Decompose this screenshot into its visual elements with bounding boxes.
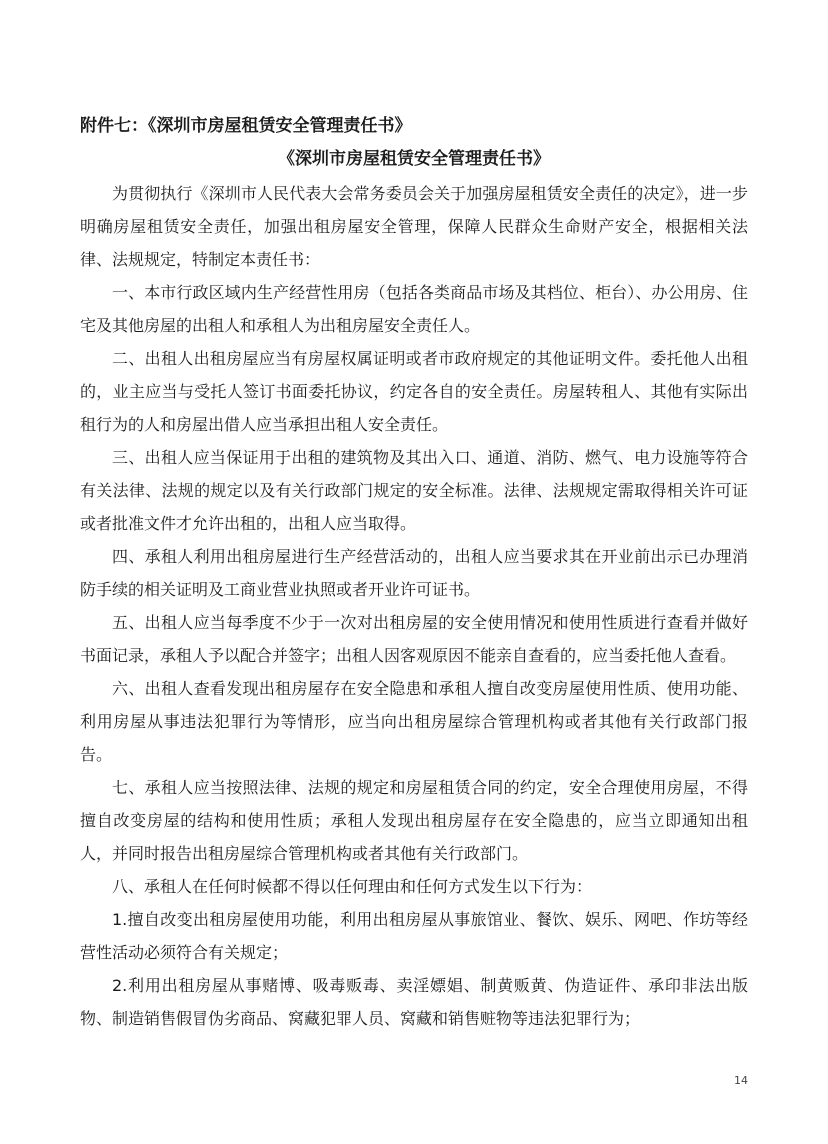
attachment-heading: 附件七：《深圳市房屋租赁安全管理责任书》 xyxy=(80,116,412,136)
document-body xyxy=(80,177,748,1035)
paragraph-clause-8: 八、承租人在任何时候都不得以任何理由和任何方式发生以下行为： xyxy=(112,877,593,896)
paragraph-clause-6: 六、出租人查看发现出租房屋存在安全隐患和承租人擅自改变房屋使用性质、使用功能、利用房屋从事违法犯罪行为等情形，应当向出租房屋综合管理机构或者其他有关行政部门报告。 xyxy=(80,679,748,764)
page-number: 14 xyxy=(734,1074,748,1087)
paragraph-clause-5: 五、出租人应当每季度不少于一次对出租房屋的安全使用情况和使用性质进行查看并做好书面记录，承租人予以配合并签字；出租人因客观原因不能亲自查看的，应当委托他人查看。 xyxy=(80,613,748,665)
paragraph-intro: 为贯彻执行《深圳市人民代表大会常务委员会关于加强房屋租赁安全责任的决定》，进一步明确房屋租赁安全责任，加强出租房屋安全管理，保障人民群众生命财产安全，根据相关法律、法规规定，特制定本责任书： xyxy=(80,184,748,269)
paragraph-clause-1: 一、本市行政区域内生产经营性用房（包括各类商品市场及其档位、柜台）、办公用房、住宅及其他房屋的出租人和承租人为出租房屋安全责任人。 xyxy=(80,283,748,335)
document-title: 《深圳市房屋租赁安全管理责任书》 xyxy=(278,149,550,169)
paragraph-clause-3: 三、出租人应当保证用于出租的建筑物及其出入口、通道、消防、燃气、电力设施等符合有关法律、法规的规定以及有关行政部门规定的安全标准。法律、法规规定需取得相关许可证或者批准文件才允许出租的，出租人应当取得。 xyxy=(80,448,748,533)
paragraph-clause-2: 二、出租人出租房屋应当有房屋权属证明或者市政府规定的其他证明文件。委托他人出租的，业主应当与受托人签订书面委托协议，约定各自的安全责任。房屋转租人、其他有实际出租行为的人和房屋出借人应当承担出租人安全责任。 xyxy=(80,349,748,434)
paragraph-clause-7: 七、承租人应当按照法律、法规的规定和房屋租赁合同的约定，安全合理使用房屋，不得擅自改变房屋的结构和使用性质；承租人发现出租房屋存在安全隐患的，应当立即通知出租人，并同时报告出租房屋综合管理机构或者其他有关行政部门。 xyxy=(80,778,748,863)
paragraph-item-1: 1.擅自改变出租房屋使用功能，利用出租房屋从事旅馆业、餐饮、娱乐、网吧、作坊等经营性活动必须符合有关规定； xyxy=(80,910,748,962)
paragraph-clause-4: 四、承租人利用出租房屋进行生产经营活动的，出租人应当要求其在开业前出示已办理消防手续的相关证明及工商业营业执照或者开业许可证书。 xyxy=(80,547,748,599)
paragraph-item-2: 2.利用出租房屋从事赌博、吸毒贩毒、卖淫嫖娼、制黄贩黄、伪造证件、承印非法出版物、制造销售假冒伪劣商品、窝藏犯罪人员、窝藏和销售赃物等违法犯罪行为； xyxy=(80,976,748,1028)
